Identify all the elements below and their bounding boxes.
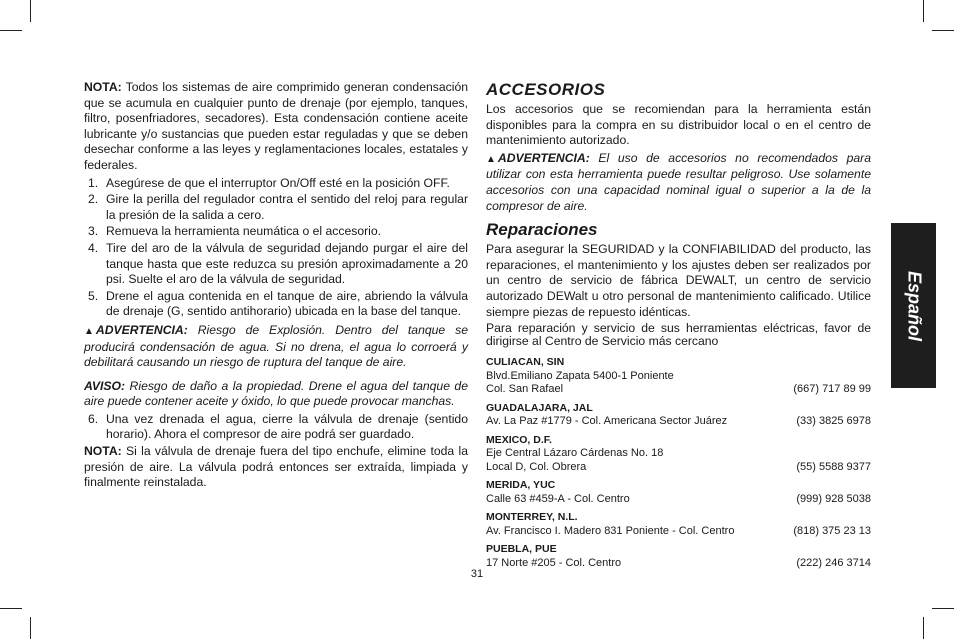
nota-paragraph [84, 80, 468, 174]
steps-list [84, 176, 468, 320]
list-item: GUADALAJARA, JAL Av. La Paz #1779 - Col. Americana Sector Juárez (33) 3825 6978 [486, 401, 871, 428]
aviso-label: AVISO: [84, 378, 126, 393]
list-item: CULIACAN, SIN Blvd.Emiliano Zapata 5400-1 Poniente Col. San Rafael (667) 717 89 99 [486, 356, 871, 396]
language-side-tab [891, 223, 936, 388]
list-item: 2. Gire la perilla del regulador contra el sentido del reloj para regular la presión de la salida a cero. [88, 192, 468, 222]
crop-mark [923, 0, 924, 22]
accesorios-warning: ▲ ADVERTENCIA: El uso de accesorios no recomendados para utilizar con esta herramienta puede resultar peligroso. Use solamente accesorios con una capacidad nominal igual o superior a la de la compresor de aire. [486, 150, 871, 213]
crop-mark [923, 617, 924, 639]
crop-mark [932, 608, 954, 609]
left-column [84, 80, 468, 493]
nota-paragraph: NOTA: Si la válvula de drenaje fuera del tipo enchufe, elimine toda la presión de aire. La válvula podrá entonces ser extraída, limpiada y finalmente reinstalada. [84, 444, 468, 490]
list-item: 4. Tire del aro de la válvula de seguridad dejando purgar el aire del tanque hasta que este reduzca su presión aproximadamente a 20 psi. Suelte el aro de la válvula de seguridad. [88, 240, 468, 287]
crop-mark [30, 617, 31, 639]
list-item: 3. Remueva la herramienta neumática o el accesorio. [88, 224, 382, 239]
list-item: MONTERREY, N.L. Av. Francisco I. Madero 831 Poniente - Col. Centro (818) 375 23 13 [486, 511, 871, 537]
warning-triangle-icon: ▲ [486, 153, 496, 165]
reparaciones-text: Para asegurar la SEGURIDAD y la CONFIABILIDAD del producto, las reparaciones, el mantenimiento y los ajustes deben ser realizados por un centro de servicio de fábrica DEWALT, un centro de servicio autorizado DEWalt u otro personal de mantenimiento calificado. Utilice siempre piezas de repuesto idénticas. [486, 242, 871, 319]
right-column [486, 80, 871, 575]
list-item: PUEBLA, PUE 17 Norte #205 - Col. Centro (222) 246 3714 [486, 543, 871, 569]
accesorios-heading: ACCESORIOS [486, 80, 606, 99]
nota-text: Todos los sistemas de aire comprimido generan condensación que se acumula en cualquier punto de drenaje (por ejemplo, tanques, filtro, posenfriadores, secadores). Esta condensación contiene aceite lubricante y/o sustancias que pueden estar reguladas y que se deben desechar conforme a las leyes y reglamentaciones locales, estatales y federales. [84, 80, 468, 172]
service-centers [486, 356, 871, 570]
list-item: 6. Una vez drenada el agua, cierre la válvula de drenaje (sentido horario). Ahora el compresor de aire podrá ser guardado. [88, 411, 468, 442]
warning-triangle-icon: ▲ [84, 325, 94, 337]
list-item: MERIDA, YUC Calle 63 #459-A - Col. Centro (999) 928 5038 [486, 479, 871, 505]
crop-mark [0, 30, 22, 31]
aviso-paragraph: AVISO: Riesgo de daño a la propiedad. Drene el agua del tanque de aire puede contener aceite y óxido, lo que puede provocar manchas. [84, 378, 468, 409]
nota-label: NOTA: [84, 80, 122, 94]
reparaciones-text: Para reparación y servicio de sus herramientas eléctricas, favor de dirigirse al Centro de Servicio más cercano [486, 321, 871, 349]
list-item: 1. Asegúrese de que el interruptor On/Off esté en la posición OFF. [88, 175, 450, 190]
list-item: MEXICO, D.F. Eje Central Lázaro Cárdenas No. 18 Local D, Col. Obrera (55) 5588 9377 [486, 433, 871, 473]
warning-paragraph: ▲ ADVERTENCIA: Riesgo de Explosión. Dentro del tanque se producirá condensación de agua. Si no drena, el agua lo corroerá y debilitará causando un riesgo de ruptura del tanque de aire. [84, 322, 468, 370]
steps-list [84, 412, 468, 443]
crop-mark [932, 30, 954, 31]
nota-label: NOTA: [84, 444, 122, 459]
list-item: 5. Drene el agua contenida en el tanque de aire, abriendo la válvula de drenaje (G, sentido antihorario) ubicada en la base del tanque. [88, 288, 468, 319]
language-label: Español [904, 270, 924, 341]
crop-mark [30, 0, 31, 22]
accesorios-text: Los accesorios que se recomiendan para la herramienta están disponibles para la compra en su distribuidor local o en el centro de mantenimiento autorizado. [486, 102, 871, 148]
reparaciones-heading: Reparaciones [486, 220, 598, 240]
page-number: 31 [470, 568, 484, 580]
warning-label: ADVERTENCIA: [95, 322, 188, 337]
crop-mark [0, 608, 22, 609]
